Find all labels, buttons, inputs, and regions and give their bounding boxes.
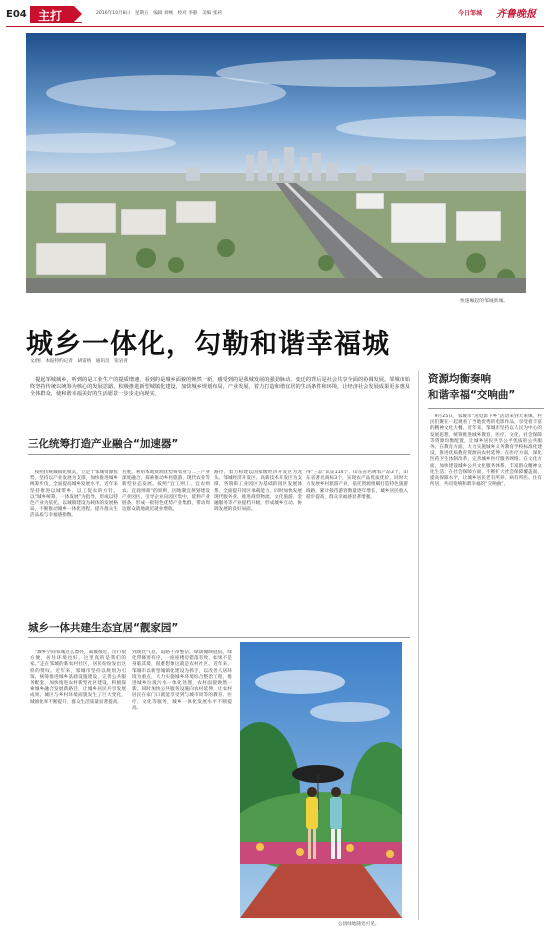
page-number: E04: [6, 9, 27, 20]
section2-col2: 到现代气息，道路干净整洁，绿荫掩映庭院，绿化带修剪有序，一座座楼房错落有致，如果不是身临其境，很难想象这就是农村社区。近年来，邹城市以新型城镇化建设为抓手，以改善人居环境为重点，大力实施城乡环境综合整治工程，推进城乡垃圾污水一体化处理，农村面貌焕然一新。同时加快公共服务设施向农村延伸，让农村居民在家门口就能享受到与城市同等的教育、医疗、文化等服务，城乡一体化发展水平不断提高。: [132, 650, 232, 711]
right-column-title: [428, 371, 515, 403]
right-title-line2: 和谐幸福“交响曲”: [428, 389, 516, 401]
newspaper-logo: 齐鲁晚报: [496, 9, 536, 20]
section-tab: [30, 6, 82, 23]
byline: 文/图 本报特约记者 胡雷娇 通讯员 张岩青: [30, 359, 129, 364]
section1-col2: 名胜，利用本地资源优势将农业与二三产业深度融合，探索推动乡村旅游、现代农业等新型业态发展。按照“宜工则工、宜农则农、宜商则商”的原则，因地制宜规划建设产业园区，引导企业向园区集中，延伸产业链条，形成一批特色优势产业集群，带动周边群众就地就近就业增收。: [122, 470, 210, 513]
tab-arrow-icon: [74, 6, 82, 22]
photo-caption-2: 公园绿地随处可见。: [338, 922, 380, 927]
section1-col3: 路径，着力构建以国家级经济开发区为龙头、邹城经济开发区、高新技术开发区为支撑、各镇街工业园区为基础的园区发展体系，全面提升园区承载能力。同时加快发展现代服务业，推进商贸物流、文化旅游、金融服务等产业提档升级，形成城乡互动、协调发展的良好局面。: [214, 470, 302, 513]
aerial-city-illustration: [26, 33, 526, 293]
park-illustration: [240, 642, 402, 918]
park-couple-photo: [240, 642, 402, 918]
right-column-rule: [428, 408, 544, 409]
section2-rule: [28, 637, 410, 638]
column-divider: [418, 370, 419, 920]
page-headline: 城乡一体化，勾勒和谐幸福城: [26, 329, 390, 360]
header-rule: [6, 26, 544, 27]
section1-title: 三化统筹打造产业融合“加速器”: [28, 438, 179, 450]
photo-caption: 快速崛起的邹城新城。: [460, 299, 508, 304]
section2-col1: “城乡空间邹城这么漂亮，离城很近，出行很方便，居住环境也好，这里真的是我们的家。”走在邹城的新农村社区，居民纷纷发出这样的赞叹。近年来，邹城市坚持以规划为引领，统筹推进城乡基础设施建设，完善公共服务配套，加快推进农村新型社区建设，积极探索城乡融合发展新路径，让城乡居民共享发展成果。城区与乡村环境面貌发生了巨大变化，城镇化率不断提升，群众生活质量显著提高。: [30, 650, 126, 705]
issue-info: 2016年10月8日 星期五 编辑 刘畅 校对 李静 美编 张莉: [96, 11, 222, 16]
section1-col1: 按照传统城镇化模式，立足于邹城资源优势，坚持以产业发展为支撑，加快推进城乡统筹步伐，全面提高城乡发展水平。近年来坚持推进以城带乡、以工促农的方针，以“城乡统筹、一体发展”为指导，形成以特色产业为依托、以城镇建设为载体的发展格局，不断推动城乡一体化进程，提升群众生活品质与幸福感指数。: [30, 470, 118, 519]
section1-rule: [28, 454, 410, 455]
right-column-body: 9月25日，邹城市“送电影下乡”活动来到大束镇，村民们聚在一起观看了当地优秀的电影作品，享受着丰富的精神文化大餐。近年来，邹城市坚持以人民为中心的发展思想，统筹推进城乡教育、医疗、文化、社会保障等资源均衡配置，让城乡居民共享公平优质的公共服务。在教育方面，大力实施城乡义务教育学校标准化建设，推进优质教育资源向农村延伸；在医疗方面，深化医药卫生体制改革，完善城乡医疗服务网络；在文化方面，加快建设城乡公共文化服务体系，丰富群众精神文化生活；在社会保障方面，不断扩大社会保障覆盖面，提高保障水平，让城乡居民老有所养、病有所医、住有所居，共同奏响和谐幸福的“交响曲”。: [430, 414, 542, 488]
column-brand: 今日邹城: [458, 10, 483, 17]
section-label: 主打: [38, 9, 63, 23]
section1-col4: 得“三品”认证114个，山东省名牌农产品3个，山东省著名商标3个，实现农产品优质优价。同时大力发展乡村旅游产业，依托资源禀赋打造特色旅游线路，累计接待游客数量逐年增长，城乡居民收入稳步提高，群众幸福感显著增强。: [306, 470, 408, 500]
lead-paragraph: 提起邹城城乡，听到的是工业生产的提质增速，看到的是城乡面貌的焕然一新，感受到的是我城发展的强劲脉动。变迁的背后是社会共享全面的协调发展。邹城市始终坚持传统以统筹为核心的发展思路，积极推进新型城镇化建设，加快城乡规划布局，产业发展，着力打造和谐宜居的生活条件和环境，让经济社会发展成果更多惠及全体群众，使和谐幸福美好的生活愿景一步步走向现实。: [30, 377, 410, 398]
section2-title: 城乡一体共建生态宜居“靓家园”: [28, 622, 179, 634]
aerial-city-photo: [26, 33, 526, 293]
right-title-line1: 资源均衡奏响: [428, 373, 491, 385]
